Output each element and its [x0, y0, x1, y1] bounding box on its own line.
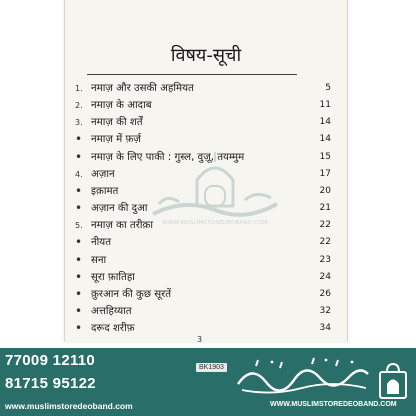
toc-item-page: 11 [319, 100, 331, 111]
phone-number-2[interactable]: 81715 95122 [5, 375, 96, 392]
title-underline [87, 74, 297, 75]
toc-item-page: 22 [319, 220, 331, 231]
toc-item-marker: • [75, 183, 83, 198]
watermark-url: WWW.MUSLIMSTOREDEOBAND.COM [162, 220, 268, 226]
toc-item-marker: 5. [75, 221, 83, 231]
toc-item-marker: • [75, 235, 83, 250]
page-number: 3 [197, 335, 203, 344]
toc-item [75, 234, 331, 251]
toc-item-title: सना [91, 254, 107, 266]
toc-item [75, 131, 331, 148]
store-footer [0, 348, 416, 416]
toc-item-page: 24 [319, 271, 331, 282]
toc-item-page: 21 [319, 203, 331, 214]
toc-item-title: इक़ामत [91, 185, 119, 197]
toc-item-marker: 3. [75, 118, 83, 128]
toc-item-page: 17 [319, 168, 331, 179]
toc-item-title: नमाज़ की शर्तें [91, 117, 143, 129]
shopping-bag-mosque-icon [378, 362, 408, 400]
toc-item [75, 320, 331, 337]
toc-item-marker: • [75, 149, 83, 164]
product-code-badge: BK1903 [196, 363, 227, 372]
toc-item-page: 26 [319, 288, 331, 299]
toc-item-title: दरूद शरीफ़ [91, 323, 135, 335]
toc-item [75, 166, 331, 183]
toc-item-page: 5 [325, 83, 331, 93]
toc-item-marker: • [75, 269, 83, 284]
toc-item-marker: • [75, 132, 83, 147]
toc-item-title: नीयत [91, 237, 112, 249]
toc-item [75, 149, 331, 166]
toc-item-marker: 4. [75, 169, 83, 179]
toc-item-marker: • [75, 201, 83, 216]
toc-item [75, 303, 331, 320]
toc-item [75, 269, 331, 286]
toc-item-page: 32 [319, 305, 331, 316]
toc-title: विषय-सूची [170, 45, 242, 66]
toc-item-page: 14 [319, 134, 331, 145]
toc-item-page: 20 [319, 185, 331, 196]
website-link[interactable]: www.muslimstoredeoband.com [5, 401, 133, 411]
toc-item-marker: 1. [75, 84, 83, 93]
toc-item-title: नमाज़ के लिए पाकी : गुस्ल, वुज़ू, तयम्मुम [91, 151, 245, 163]
toc-item-title: नमाज़ के आदाब [91, 100, 152, 112]
toc-item-page: 22 [319, 237, 331, 248]
toc-item-marker: • [75, 303, 83, 318]
toc-item [75, 286, 331, 303]
toc-item-marker: • [75, 252, 83, 267]
toc-item-title: अज़ान [91, 168, 115, 180]
toc-item [75, 80, 331, 97]
toc-item [75, 252, 331, 269]
toc-item-page: 15 [319, 151, 331, 162]
book-page [64, 0, 348, 342]
toc-item-title: सूरा फ़ातिहा [91, 271, 135, 283]
toc-item-title: नमाज़ में फ़र्ज़ [91, 134, 141, 146]
toc-item-page: 14 [319, 117, 331, 128]
toc-item-title: अत्तहिय्यात [91, 305, 132, 317]
toc-item-page: 23 [319, 254, 331, 265]
toc-item-marker: • [75, 286, 83, 301]
toc-item [75, 200, 331, 217]
toc-item-title: अज़ान की दुआ [91, 203, 148, 215]
store-logo-calligraphy [232, 354, 372, 396]
toc-item-marker: 2. [75, 101, 83, 111]
logo-url[interactable]: WWW.MUSLIMSTOREDEOBAND.COM [270, 401, 397, 408]
toc-item-title: नमाज़ और उसकी अहमियत [91, 83, 194, 94]
toc-item-title: नमाज़ का तरीक़ा [91, 220, 153, 232]
toc-item [75, 217, 331, 234]
toc-item-marker: • [75, 321, 83, 336]
phone-number-1[interactable]: 77009 12110 [5, 352, 96, 369]
toc-item-title: क़ुरआन की कुछ सूरतें [91, 288, 172, 300]
toc-item-page: 34 [319, 323, 331, 334]
toc-item [75, 114, 331, 131]
toc-item [75, 97, 331, 114]
toc-item [75, 183, 331, 200]
